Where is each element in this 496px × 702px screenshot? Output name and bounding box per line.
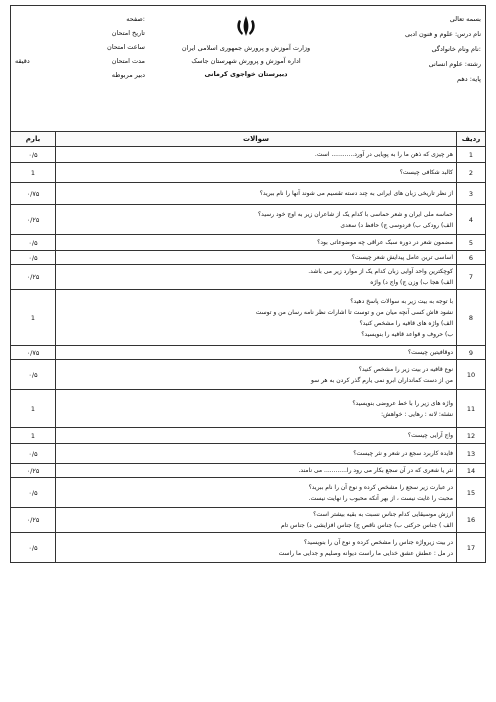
question-score: ۰/۷۵ [11,346,56,360]
question-line: واژه های زیر را با خط عروضی بنویسید؟ [352,399,453,407]
question-number: 6 [457,251,486,265]
exam-header [10,5,486,131]
question-text [56,390,457,428]
question-line: در عبارت زیر سجع را مشخص کرده و نوع آن را نام ببرید؟ [308,483,453,491]
question-line: با توجه به بیت زیر به سوالات پاسخ دهید؟ [350,297,453,305]
question-line: الف) هجا ب) وزن ج) واج د) واژه [370,279,453,286]
header-left [15,12,145,82]
question-line: حماسه ملی ایران و شعر حماسی با کدام یک از شاعران زیر به اوج خود رسید؟ [257,210,453,218]
question-line: ب) حروف و قواعد قافیه را بنویسید؟ [361,330,453,338]
question-score: ۰/۷۵ [11,183,56,205]
question-line: هر چیزی که ذهن ما را به پویایی در آورد............ است. [314,151,453,158]
teacher-label: دبیر مربوطه [111,71,145,79]
page-label: صفحه: [126,15,145,23]
question-number: 14 [457,464,486,478]
question-text [56,464,457,478]
question-number: 1 [457,147,486,163]
question-text [56,235,457,251]
question-number: 4 [457,205,486,235]
question-score: ۰/۵ [11,235,56,251]
questions-table [10,131,486,563]
question-text [56,428,457,444]
question-text [56,147,457,163]
questions-body [11,147,486,563]
question-line: محبت را غایت نیست ، از بهر آنکه محبوب را نهایت نیست. [308,494,453,502]
table-row [11,346,486,360]
question-number: 15 [457,478,486,508]
question-line: در مل : عطش عشق خدایی ما راست دیوانه وصلیم و جدایی ما راست [278,549,453,557]
table-row [11,183,486,205]
question-score: ۰/۲۵ [11,265,56,290]
question-number: 11 [457,390,486,428]
question-number: 17 [457,533,486,563]
question-number: 16 [457,508,486,533]
question-number: 8 [457,290,486,346]
header-score: بارم [11,132,56,147]
question-score: ۰/۵ [11,478,56,508]
question-line: نوع قافیه در بیت زیر را مشخص کنید؟ [358,365,453,373]
question-text [56,290,457,346]
question-line: در بیت زیرواژه جناس را مشخص کرده و نوع آن را بنویسید؟ [303,538,453,546]
table-row [11,235,486,251]
table-row [11,464,486,478]
question-line: کوچکترین واحد آوایی زبان کدام یک از موارد زیر می باشد. [308,268,453,275]
exam-sheet [10,5,486,563]
question-score: ۰/۲۵ [11,205,56,235]
duration-unit: دقیقه [15,57,30,65]
question-line: من از دست کمانداران ابرو نمی یارم گذر کردن به هر سو [311,376,453,384]
question-text [56,163,457,183]
date-label: تاریخ امتحان [111,29,145,37]
question-score: ۰/۵ [11,533,56,563]
table-row [11,428,486,444]
table-row [11,478,486,508]
question-line: واج آرایی چیست؟ [407,432,453,439]
question-text [56,251,457,265]
question-text [56,183,457,205]
question-line: الف) واژه های قافیه را مشخص کنید؟ [359,319,453,327]
table-row [11,265,486,290]
table-row [11,251,486,265]
header-questions: سوالات [56,132,457,147]
question-score: ۰/۲۵ [11,464,56,478]
question-score: 1 [11,163,56,183]
question-score: ۰/۵ [11,251,56,265]
table-row [11,533,486,563]
question-line: فایده کاربرد سجع در شعر و نثر چیست؟ [353,450,453,457]
question-score: 1 [11,290,56,346]
table-row [11,163,486,183]
question-score: ۰/۵ [11,444,56,464]
subject-label: نام درس: علوم و فنون ادبی [405,30,481,38]
question-line: دوقافیتین چیست؟ [408,349,453,356]
table-header-row [11,132,486,147]
student-name-label: نام ونام خانوادگی: [431,45,481,53]
table-row [11,508,486,533]
question-number: 7 [457,265,486,290]
question-text [56,444,457,464]
table-row [11,444,486,464]
question-score: ۰/۵ [11,360,56,390]
question-text [56,478,457,508]
grade-label: پایه: دهم [457,75,481,83]
table-row [11,290,486,346]
duration-label: مدت امتحان [111,57,145,65]
question-number: 5 [457,235,486,251]
question-line: کالبد شکافی چیست؟ [399,169,453,176]
office-name: اداره آموزش و پرورش شهرستان جاسک [191,57,301,65]
question-number: 2 [457,163,486,183]
header-title: بسمه تعالی [449,15,481,23]
question-line: الف ) جناس حرکتی ب) جناس ناقص ج) جناس افزایشی د) جناس تام [281,522,453,529]
time-label: ساعت امتحان [107,43,145,51]
field-label: رشته: علوم انسانی [428,60,481,68]
question-line: از نظر تاریخی زبان های ایرانی به چند دسته تقسیم می شوند آنها را نام ببرید؟ [259,190,453,197]
question-line: ارزش موسیقایی کدام جناس نسبت به بقیه بیشتر است؟ [313,511,453,518]
question-number: 10 [457,360,486,390]
header-right [361,12,481,87]
ministry-name: وزارت آموزش و پرورش جمهوری اسلامی ایران [181,44,311,52]
question-line: الف) رودکی ب) فردوسی ج) حافظ د) سعدی [340,221,453,229]
iran-emblem-icon [233,14,259,40]
table-row [11,390,486,428]
question-line: اساسی ترین عامل پیدایش شعر چیست؟ [351,254,453,261]
question-number: 9 [457,346,486,360]
table-row [11,147,486,163]
question-text [56,205,457,235]
question-line: نثر یا شعری که در آن سجع بکار می رود را............ می نامند. [298,467,453,474]
question-score: ۰/۵ [11,147,56,163]
question-text [56,360,457,390]
question-text [56,265,457,290]
question-text [56,533,457,563]
question-line: مضمون شعر در دوره سبک عراقی چه موضوعاتی بود؟ [317,239,453,246]
school-name: دبیرستان خواجوی کرمانی [204,70,288,78]
table-row [11,205,486,235]
question-score: 1 [11,428,56,444]
question-line: نشئه: لانه : رهایی : خواهش: [381,410,453,418]
question-score: ۰/۲۵ [11,508,56,533]
header-row-number: ردیف [457,132,486,147]
header-center [141,14,351,81]
question-score: 1 [11,390,56,428]
question-text [56,508,457,533]
question-number: 13 [457,444,486,464]
question-line: نشود فاش کسی آنچه میان من و توست تا اشارات نظر نامه رسان من و توست [255,308,453,316]
question-text [56,346,457,360]
question-number: 12 [457,428,486,444]
table-row [11,360,486,390]
question-number: 3 [457,183,486,205]
